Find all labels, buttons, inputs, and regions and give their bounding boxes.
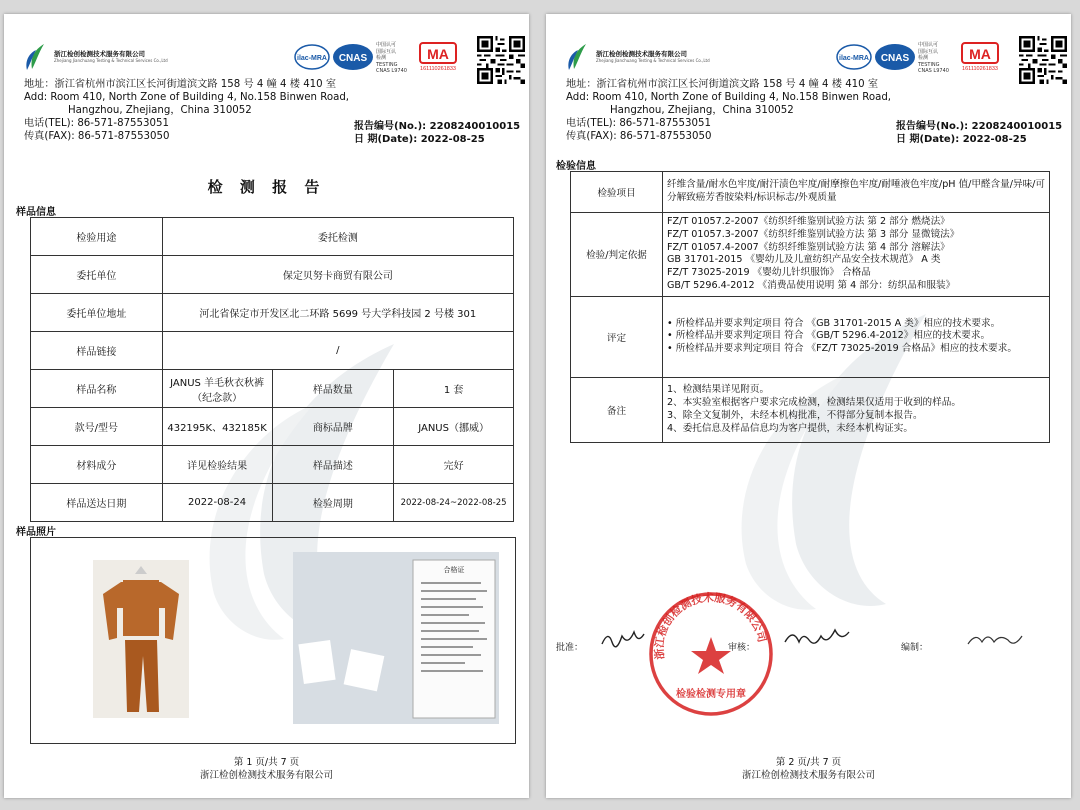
cnas-cert-text: 中国认可 国际互认 检测 TESTING CNAS L9740 xyxy=(918,42,949,74)
sample-info-table xyxy=(30,217,514,522)
sample-garment-photo xyxy=(93,560,189,718)
table-row: 委托单位地址 河北省保定市开发区北二环路 5699 号大学科技园 2 号楼 301 xyxy=(31,294,514,332)
table-row: 款号/型号 432195K、432185K 商标品牌 JANUS（挪威） xyxy=(31,408,514,446)
footer-company: 浙江检创检测技术服务有限公司 xyxy=(741,770,875,781)
svg-text:ilac-MRA: ilac-MRA xyxy=(297,55,327,62)
table-row: 备注 1、检测结果详见附页。 2、本实验室根据客户要求完成检测，检测结果仅适用于收到的样品。 3、除全文复制外，未经本机构批准，不得部分复制本报告。 4、委托信息及样品信息均为客户提供，未经本机构证实。 xyxy=(571,377,1050,442)
company-name-en: Zhejiang Jianchuang Testing & Technical Services Co.,Ltd xyxy=(596,58,710,63)
review-label: 审核： xyxy=(728,643,756,653)
lab-address-block: 地址：浙江省杭州市滨江区长河街道滨文路 158 号 4 幢 4 楼 410 室 Add: Room 410, North Zone of Building 4, No.158 Binwen Road, Hangzhou, Zhejiang，China 310052 电话(TEL): 86-571-87553051 传真(FAX): 86-571-87553050 xyxy=(24,79,350,142)
lab-address-block: 地址：浙江省杭州市滨江区长河街道滨文路 158 号 4 幢 4 楼 410 室 Add: Room 410, North Zone of Building 4, No.158 Binwen Road, Hangzhou, Zhejiang，China 310052 电话(TEL): 86-571-87553051 传真(FAX): 86-571-87553050 xyxy=(566,79,892,142)
page-number: 第 1 页/共 7 页 xyxy=(233,757,300,768)
section-test-info: 检验信息 xyxy=(556,161,596,172)
svg-text:MA: MA xyxy=(427,46,449,62)
page-footer xyxy=(546,756,1071,782)
cnas-logo-icon xyxy=(332,42,374,72)
preparer-signature xyxy=(964,626,1034,654)
company-name: 浙江检创检测技术服务有限公司 xyxy=(596,50,687,58)
table-row: 样品链接 / xyxy=(31,332,514,370)
table-row: 委托单位 保定贝努卡商贸有限公司 xyxy=(31,256,514,294)
svg-text:161110261833: 161110261833 xyxy=(962,66,998,72)
test-info-table xyxy=(570,171,1050,443)
qr-code-icon xyxy=(477,36,525,84)
table-row: 检验用途 委托检测 xyxy=(31,218,514,256)
report-page-1 xyxy=(4,14,529,798)
table-row: 样品送达日期 2022-08-24 检验周期 2022-08-24~2022-08-25 xyxy=(31,484,514,522)
svg-text:ilac-MRA: ilac-MRA xyxy=(839,55,869,62)
report-page-2 xyxy=(546,14,1071,798)
table-row: 检验/判定依据 FZ/T 01057.2-2007《纺织纤维鉴别试验方法 第 2 部分 燃烧法》 FZ/T 01057.3-2007《纺织纤维鉴别试验方法 第 3 部分 显微镜法》 FZ/T 01057.4-2007《纺织纤维鉴别试验方法 第 4 部分 溶解法》 GB 31701-2015 《婴幼儿及儿童纺织产品安全技术规范》 A 类 FZ/T 73025-2019 《婴幼儿针织服饰》 合格品 GB/T 5296.4-2012 《消费品使用说明 第 4 部分：纺织品和服装》 xyxy=(571,213,1050,297)
company-name-en: Zhejiang Jianchuang Testing & Technical Services Co.,Ltd xyxy=(54,58,168,63)
reviewer-signature xyxy=(781,624,861,654)
section-sample-info: 样品信息 xyxy=(16,207,56,218)
table-row: 检验项目 纤维含量/耐水色牢度/耐汗渍色牢度/耐摩擦色牢度/耐唾液色牢度/pH 值/甲醛含量/异味/可分解致癌芳香胺染料/标识标志/外观质量 xyxy=(571,172,1050,213)
section-sample-photo: 样品照片 xyxy=(16,527,56,538)
cnas-cert-text: 中国认可 国际互认 检测 TESTING CNAS L9740 xyxy=(376,42,407,74)
svg-text:CNAS: CNAS xyxy=(880,53,910,64)
sample-label-photo xyxy=(293,552,499,724)
svg-text:浙江检创检测技术服务有限公司: 浙江检创检测技术服务有限公司 xyxy=(652,591,769,661)
table-row: 样品名称 JANUS 羊毛秋衣秋裤（纪念款） 样品数量 1 套 xyxy=(31,370,514,408)
sample-photos-frame xyxy=(30,537,516,744)
footer-company: 浙江检创检测技术服务有限公司 xyxy=(199,770,333,781)
prepare-label: 编制： xyxy=(901,643,929,653)
page-number: 第 2 页/共 7 页 xyxy=(775,757,842,768)
cma-logo-icon xyxy=(414,42,462,72)
cma-logo-icon xyxy=(956,42,1004,72)
table-row: 评定 • 所检样品并要求判定项目 符合 《GB 31701-2015 A 类》相应的技术要求。 • 所检样品并要求判定项目 符合 《GB/T 5296.4-2012》相应的技术要求。 • 所检样品并要求判定项目 符合 《FZ/T 73025-2019 合格品》相应的技术要求。 xyxy=(571,296,1050,377)
ilac-mra-logo-icon xyxy=(835,42,873,72)
page-footer xyxy=(4,756,529,782)
svg-text:检验检测专用章: 检验检测专用章 xyxy=(676,689,746,700)
company-logo-icon xyxy=(22,42,52,72)
svg-text:MA: MA xyxy=(969,46,991,62)
svg-text:合格证: 合格证 xyxy=(443,566,465,574)
table-row: 材料成分 详见检验结果 样品描述 完好 xyxy=(31,446,514,484)
svg-text:CNAS: CNAS xyxy=(338,53,368,64)
cnas-logo-icon xyxy=(874,42,916,72)
company-logo-icon xyxy=(564,42,594,72)
report-number-block: 报告编号(No.): 2208240010015 日 期(Date): 2022-08-25 xyxy=(896,121,1063,145)
official-seal-stamp xyxy=(646,589,776,719)
report-number-block: 报告编号(No.): 2208240010015 日 期(Date): 2022-08-25 xyxy=(354,121,521,145)
approve-label: 批准： xyxy=(556,643,584,653)
report-title: 检 测 报 告 xyxy=(207,178,326,196)
company-name: 浙江检创检测技术服务有限公司 xyxy=(54,50,145,58)
qr-code-icon xyxy=(1019,36,1067,84)
ilac-mra-logo-icon xyxy=(293,42,331,72)
approver-signature xyxy=(598,624,678,654)
svg-text:161110261833: 161110261833 xyxy=(420,66,456,72)
